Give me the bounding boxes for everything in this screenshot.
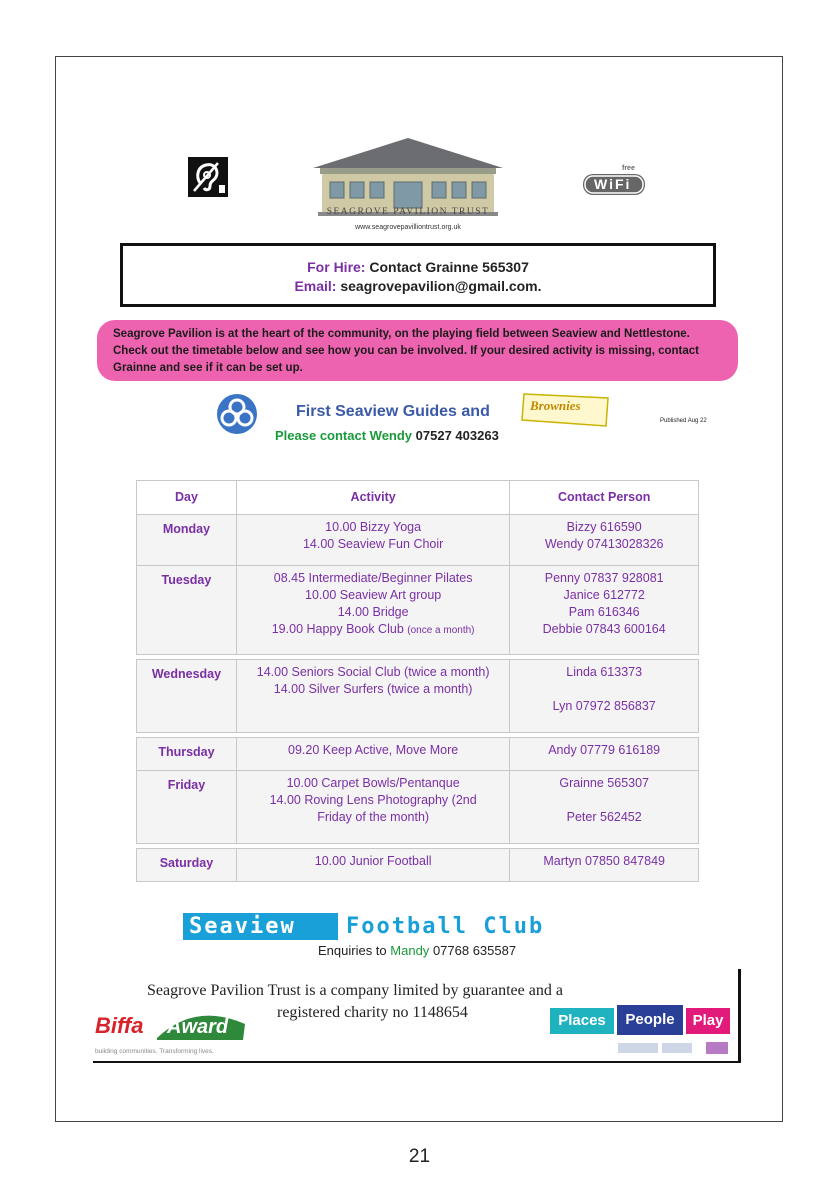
hire-contact: Contact Grainne 565307 bbox=[369, 259, 529, 275]
contact-item: Wendy 07413028326 bbox=[544, 537, 664, 551]
contact-item: Penny 07837 928081 bbox=[544, 571, 664, 585]
activity-item bbox=[241, 621, 505, 639]
table-row bbox=[137, 515, 699, 566]
football-club-name-part2: Football Club bbox=[346, 914, 545, 939]
activity-item: 10.00 Seaview Art group bbox=[305, 588, 442, 602]
logo-text: SEAGROVE PAVILION TRUST bbox=[326, 207, 490, 217]
activity-cell bbox=[236, 738, 509, 771]
contact-item: Bizzy 616590 bbox=[566, 520, 642, 534]
guides-contact-prefix: Please contact Wendy bbox=[275, 428, 413, 443]
day-cell: Saturday bbox=[137, 849, 237, 882]
guides-phone: 07527 403263 bbox=[415, 428, 499, 443]
activity-cell bbox=[236, 849, 509, 882]
day-cell: Friday bbox=[137, 771, 237, 844]
seagrove-pavilion-logo bbox=[308, 138, 508, 236]
activity-item: 14.00 Bridge bbox=[337, 605, 409, 619]
biffa-award-logo bbox=[95, 1006, 255, 1058]
biffa-brand: Biffa bbox=[95, 1013, 144, 1038]
activity-item: 14.00 Seniors Social Club (twice a month) bbox=[256, 665, 490, 679]
contact-cell bbox=[510, 566, 699, 655]
football-enquiries bbox=[318, 943, 516, 958]
day-cell: Tuesday bbox=[137, 566, 237, 655]
play-label: Play bbox=[686, 1008, 730, 1034]
activity-item: 10.00 Carpet Bowls/Pentanque bbox=[286, 776, 460, 790]
contact-cell bbox=[510, 515, 699, 566]
lottery-funded-icon bbox=[618, 1043, 658, 1053]
activity-item: 14.00 Roving Lens Photography (2nd Friday of the month) bbox=[269, 793, 477, 824]
contact-cell bbox=[510, 849, 699, 882]
contact-item: Martyn 07850 847849 bbox=[543, 854, 665, 868]
contact-item: Lyn 07972 856837 bbox=[552, 699, 656, 713]
hire-contact-box bbox=[120, 243, 716, 307]
activity-cell bbox=[236, 771, 509, 844]
guides-contact bbox=[275, 428, 499, 443]
header-activity: Activity bbox=[236, 481, 509, 515]
activity-item: 08.45 Intermediate/Beginner Pilates bbox=[273, 571, 473, 585]
trust-line-1: Seagrove Pavilion Trust is a company limited by guarantee and a bbox=[147, 982, 563, 999]
hire-label: For Hire: bbox=[307, 259, 366, 275]
wifi-label: WiFi bbox=[594, 176, 632, 192]
biffa-award-text: Award bbox=[167, 1016, 229, 1038]
day-cell: Thursday bbox=[137, 738, 237, 771]
day-cell: Monday bbox=[137, 515, 237, 566]
website-url: www.seagrovepavilliontrust.org.uk bbox=[355, 224, 461, 231]
contact-item: Janice 612772 bbox=[563, 588, 645, 602]
intro-banner: Seagrove Pavilion is at the heart of the community, on the playing field between Seaview and Nettlestone. Check out the timetable below and see how you can be involved. If your desired activity is missing, contact Grainne and see if it can be set up. bbox=[97, 320, 738, 381]
guides-title: First Seaview Guides and bbox=[296, 403, 490, 420]
brownies-logo bbox=[520, 390, 613, 428]
activity-item: 14.00 Seaview Fun Choir bbox=[302, 537, 444, 551]
activity-cell bbox=[236, 660, 509, 733]
table-header-row bbox=[137, 481, 699, 515]
enquiries-prefix: Enquiries to bbox=[318, 943, 387, 958]
hearing-loop-icon bbox=[188, 157, 228, 197]
contact-cell bbox=[510, 660, 699, 733]
table-row bbox=[137, 771, 699, 844]
header-day: Day bbox=[137, 481, 237, 515]
activity-item: 09.20 Keep Active, Move More bbox=[288, 743, 459, 757]
table-row bbox=[137, 849, 699, 882]
brownies-label: Brownies bbox=[530, 398, 581, 413]
header-contact: Contact Person bbox=[510, 481, 699, 515]
email-address[interactable]: seagrovepavilion@gmail.com. bbox=[340, 278, 542, 294]
places-people-play-logo bbox=[550, 1005, 733, 1057]
contact-item: Andy 07779 616189 bbox=[548, 743, 661, 757]
activity-cell bbox=[236, 515, 509, 566]
guides-trefoil-icon bbox=[213, 393, 261, 435]
activity-note: (once a month) bbox=[407, 625, 475, 636]
contact-item: Linda 613373 bbox=[566, 665, 643, 679]
table-row bbox=[137, 660, 699, 733]
biffa-tagline: building communities. Transforming lives. bbox=[95, 1048, 214, 1055]
contact-item: Debbie 07843 600164 bbox=[542, 622, 666, 636]
places-label: Places bbox=[550, 1008, 614, 1034]
contact-cell bbox=[510, 771, 699, 844]
contact-item: Peter 562452 bbox=[566, 810, 642, 824]
enquiries-name: Mandy bbox=[390, 943, 430, 958]
people-label: People bbox=[617, 1005, 683, 1035]
page-number: 21 bbox=[408, 1146, 431, 1167]
contact-cell bbox=[510, 738, 699, 771]
table-row bbox=[137, 566, 699, 655]
activity-item: 10.00 Junior Football bbox=[314, 854, 432, 868]
published-date: Published Aug 22 bbox=[660, 418, 707, 424]
trust-line-2: registered charity no 1148654 bbox=[277, 1004, 468, 1021]
activity-timetable bbox=[136, 480, 699, 882]
enquiries-phone: 07768 635587 bbox=[432, 943, 517, 958]
day-cell: Wednesday bbox=[137, 660, 237, 733]
wifi-icon bbox=[582, 167, 646, 197]
partner-icon bbox=[706, 1042, 728, 1054]
contact-item: Grainne 565307 bbox=[559, 776, 649, 790]
wifi-free-label: free bbox=[622, 165, 635, 172]
activity-text: 19.00 Happy Book Club bbox=[271, 622, 404, 636]
activity-item: 14.00 Silver Surfers (twice a month) bbox=[273, 682, 473, 696]
activity-cell bbox=[236, 566, 509, 655]
sport-england-icon bbox=[662, 1043, 692, 1053]
activity-item: 10.00 Bizzy Yoga bbox=[325, 520, 422, 534]
contact-item: Pam 616346 bbox=[568, 605, 640, 619]
email-label: Email: bbox=[294, 278, 337, 294]
table-row bbox=[137, 738, 699, 771]
football-club-name-part1: Seaview bbox=[189, 914, 296, 939]
